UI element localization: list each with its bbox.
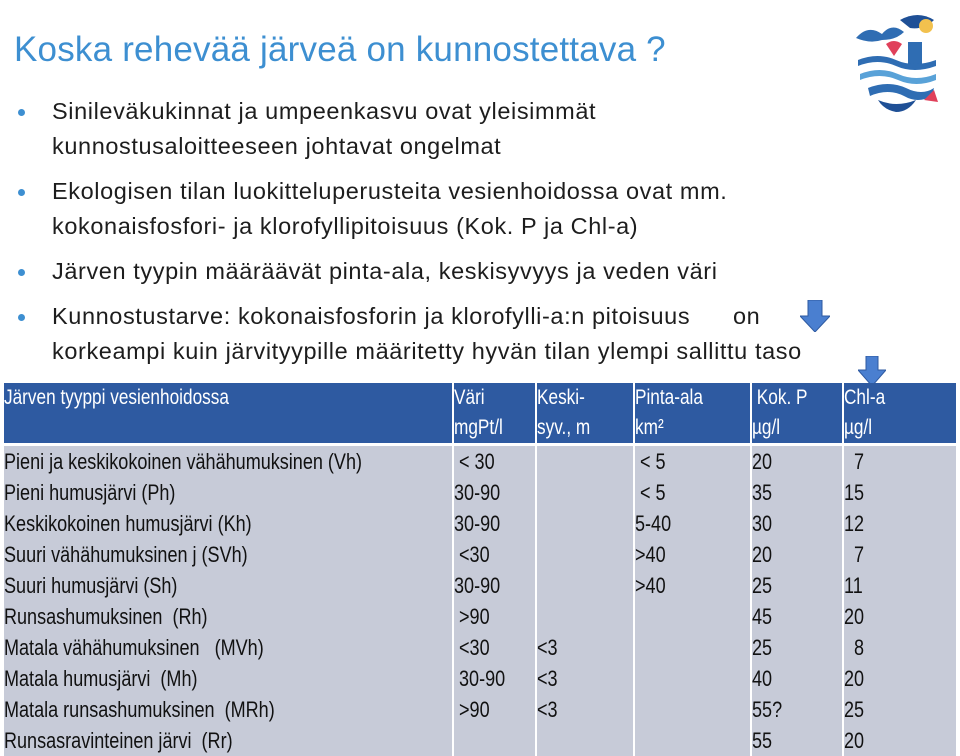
cell-area	[633, 694, 750, 725]
bullet-line: kokonaisfosfori- ja klorofyllipitoisuus (Kok. P ja Chl-a)	[52, 213, 639, 239]
cell-area: >40	[633, 570, 750, 601]
bullet-dot-icon	[18, 109, 25, 116]
cell-chl-a: 7	[842, 539, 956, 570]
cell-chl-a: 20	[842, 601, 956, 632]
cell-mean-depth	[535, 725, 633, 756]
table-row	[4, 446, 956, 477]
bullet-dot-icon	[18, 269, 25, 276]
bullet-line: Ekologisen tilan luokitteluperusteita vesienhoidossa ovat mm.	[52, 178, 728, 204]
header-lake-type: Järven tyyppi vesienhoidossa	[4, 383, 452, 446]
cell-lake-type: Keskikokoinen humusjärvi (Kh)	[4, 508, 452, 539]
cell-color: < 30	[452, 446, 535, 477]
lake-type-table	[4, 383, 956, 756]
cell-color: <30	[452, 632, 535, 663]
cell-lake-type: Matala humusjärvi (Mh)	[4, 663, 452, 694]
cell-lake-type: Pieni ja keskikokoinen vähähumuksinen (Vh)	[4, 446, 452, 477]
header-area: Pinta-ala km²	[633, 383, 750, 446]
table-row	[4, 601, 956, 632]
cell-lake-type: Matala vähähumuksinen (MVh)	[4, 632, 452, 663]
cell-mean-depth	[535, 508, 633, 539]
cell-area: < 5	[633, 477, 750, 508]
cell-mean-depth: <3	[535, 694, 633, 725]
cell-chl-a: 20	[842, 663, 956, 694]
cell-color: 30-90	[452, 570, 535, 601]
cell-lake-type: Suuri humusjärvi (Sh)	[4, 570, 452, 601]
cell-area	[633, 601, 750, 632]
bullet-item	[10, 254, 950, 289]
header-chl-a: Chl-a µg/l	[842, 383, 956, 446]
cell-total-p: 40	[750, 663, 842, 694]
table-row	[4, 539, 956, 570]
table-header-row	[4, 383, 956, 446]
cell-color: >90	[452, 694, 535, 725]
cell-mean-depth	[535, 601, 633, 632]
bullet-dot-icon	[18, 314, 25, 321]
header-total-p: Kok. P µg/l	[750, 383, 842, 446]
cell-lake-type: Suuri vähähumuksinen j (SVh)	[4, 539, 452, 570]
cell-color: 30-90	[452, 663, 535, 694]
bullet-line: Kunnostustarve: kokonaisfosforin ja klorofylli-a:n pitoisuus on	[52, 303, 761, 329]
cell-area: 5-40	[633, 508, 750, 539]
cell-mean-depth: <3	[535, 632, 633, 663]
cell-chl-a: 8	[842, 632, 956, 663]
table-row	[4, 694, 956, 725]
bullet-dot-icon	[18, 189, 25, 196]
slide-title: Koska rehevää järveä on kunnostettava ?	[14, 30, 666, 69]
cell-lake-type: Matala runsashumuksinen (MRh)	[4, 694, 452, 725]
table-row	[4, 508, 956, 539]
cell-chl-a: 25	[842, 694, 956, 725]
cell-mean-depth	[535, 477, 633, 508]
cell-total-p: 55	[750, 725, 842, 756]
cell-total-p: 45	[750, 601, 842, 632]
table-row	[4, 725, 956, 756]
table-row	[4, 477, 956, 508]
cell-area	[633, 725, 750, 756]
table-row	[4, 663, 956, 694]
cell-area: < 5	[633, 446, 750, 477]
cell-color: >90	[452, 601, 535, 632]
cell-chl-a: 12	[842, 508, 956, 539]
cell-lake-type: Pieni humusjärvi (Ph)	[4, 477, 452, 508]
cell-chl-a: 20	[842, 725, 956, 756]
cell-lake-type: Runsashumuksinen (Rh)	[4, 601, 452, 632]
cell-total-p: 35	[750, 477, 842, 508]
cell-mean-depth	[535, 570, 633, 601]
bullet-item	[10, 94, 950, 164]
cell-total-p: 25	[750, 632, 842, 663]
cell-mean-depth	[535, 539, 633, 570]
cell-area: >40	[633, 539, 750, 570]
cell-color: <30	[452, 539, 535, 570]
cell-color: 30-90	[452, 477, 535, 508]
down-arrow-icon	[800, 300, 830, 332]
cell-color: 30-90	[452, 508, 535, 539]
cell-lake-type: Runsasravinteinen järvi (Rr)	[4, 725, 452, 756]
cell-total-p: 20	[750, 539, 842, 570]
bullet-line: korkeampi kuin järvityypille määritetty hyvän tilan ylempi sallittu taso	[52, 338, 802, 364]
down-arrow-icon	[858, 356, 886, 386]
cell-mean-depth	[535, 446, 633, 477]
cell-mean-depth: <3	[535, 663, 633, 694]
table-row	[4, 570, 956, 601]
cell-total-p: 55?	[750, 694, 842, 725]
header-color: Väri mgPt/l	[452, 383, 535, 446]
bullet-list	[10, 94, 950, 379]
bullet-item	[10, 174, 950, 244]
cell-total-p: 20	[750, 446, 842, 477]
cell-total-p: 30	[750, 508, 842, 539]
table-row	[4, 632, 956, 663]
cell-area	[633, 632, 750, 663]
cell-area	[633, 663, 750, 694]
cell-chl-a: 15	[842, 477, 956, 508]
bullet-line: Sinileväkukinnat ja umpeenkasvu ovat yleisimmät	[52, 98, 597, 124]
cell-chl-a: 11	[842, 570, 956, 601]
header-mean-depth: Keski- syv., m	[535, 383, 633, 446]
cell-total-p: 25	[750, 570, 842, 601]
cell-color	[452, 725, 535, 756]
cell-chl-a: 7	[842, 446, 956, 477]
bullet-line: Järven tyypin määräävät pinta-ala, keskisyvyys ja veden väri	[52, 258, 718, 284]
bullet-line: kunnostusaloitteeseen johtavat ongelmat	[52, 133, 502, 159]
